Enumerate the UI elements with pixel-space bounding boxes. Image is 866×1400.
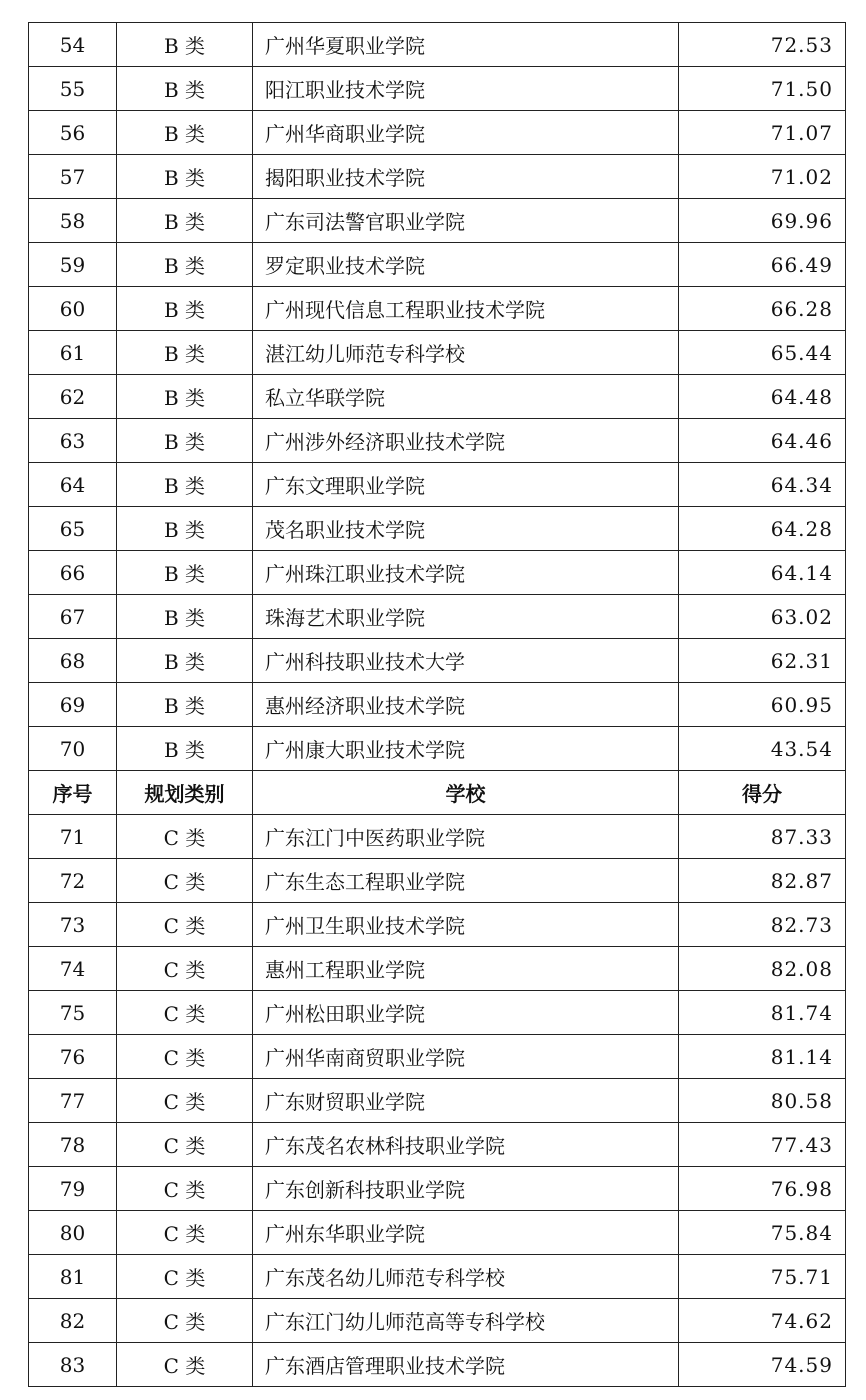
row-school: 湛江幼儿师范专科学校 [253, 331, 679, 375]
row-score: 71.50 [679, 67, 846, 111]
row-category: B 类 [117, 243, 253, 287]
row-category: C 类 [117, 947, 253, 991]
row-category: C 类 [117, 815, 253, 859]
row-category: B 类 [117, 727, 253, 771]
table-row [29, 463, 846, 507]
table-row [29, 991, 846, 1035]
row-number: 67 [29, 595, 117, 639]
row-category: C 类 [117, 1035, 253, 1079]
row-school: 广州东华职业学院 [253, 1211, 679, 1255]
row-number: 81 [29, 1255, 117, 1299]
row-school: 广东江门幼儿师范高等专科学校 [253, 1299, 679, 1343]
row-school: 私立华联学院 [253, 375, 679, 419]
row-number: 73 [29, 903, 117, 947]
table-row [29, 111, 846, 155]
row-score: 69.96 [679, 199, 846, 243]
row-number: 59 [29, 243, 117, 287]
table-row [29, 947, 846, 991]
row-school: 珠海艺术职业学院 [253, 595, 679, 639]
row-number: 74 [29, 947, 117, 991]
row-school: 广州华南商贸职业学院 [253, 1035, 679, 1079]
row-score: 64.14 [679, 551, 846, 595]
row-number: 54 [29, 23, 117, 67]
row-school: 广州华商职业学院 [253, 111, 679, 155]
row-score: 80.58 [679, 1079, 846, 1123]
table-row [29, 1123, 846, 1167]
row-category: C 类 [117, 1079, 253, 1123]
row-school: 广州康大职业技术学院 [253, 727, 679, 771]
table-row [29, 1343, 846, 1387]
row-category: C 类 [117, 991, 253, 1035]
row-category: C 类 [117, 859, 253, 903]
row-score: 72.53 [679, 23, 846, 67]
table-row [29, 375, 846, 419]
table-row [29, 683, 846, 727]
header-row [29, 771, 846, 815]
row-number: 82 [29, 1299, 117, 1343]
row-school: 广东司法警官职业学院 [253, 199, 679, 243]
row-category: C 类 [117, 1123, 253, 1167]
row-category: B 类 [117, 287, 253, 331]
row-school: 惠州经济职业技术学院 [253, 683, 679, 727]
row-category: B 类 [117, 375, 253, 419]
row-school: 广州松田职业学院 [253, 991, 679, 1035]
table-row [29, 859, 846, 903]
table-row [29, 419, 846, 463]
row-school: 阳江职业技术学院 [253, 67, 679, 111]
row-score: 74.59 [679, 1343, 846, 1387]
row-score: 65.44 [679, 331, 846, 375]
row-score: 76.98 [679, 1167, 846, 1211]
score-table [28, 22, 846, 1387]
row-category: B 类 [117, 67, 253, 111]
row-number: 58 [29, 199, 117, 243]
row-school: 广东文理职业学院 [253, 463, 679, 507]
row-school: 广州现代信息工程职业技术学院 [253, 287, 679, 331]
table-row [29, 1035, 846, 1079]
row-school: 惠州工程职业学院 [253, 947, 679, 991]
row-score: 60.95 [679, 683, 846, 727]
row-score: 43.54 [679, 727, 846, 771]
table-row [29, 199, 846, 243]
row-number: 65 [29, 507, 117, 551]
table-row [29, 67, 846, 111]
row-school: 广东茂名幼儿师范专科学校 [253, 1255, 679, 1299]
header-score: 得分 [679, 771, 846, 815]
table-row [29, 639, 846, 683]
row-category: B 类 [117, 507, 253, 551]
row-school: 广州卫生职业技术学院 [253, 903, 679, 947]
row-school: 广东江门中医药职业学院 [253, 815, 679, 859]
row-score: 77.43 [679, 1123, 846, 1167]
row-number: 68 [29, 639, 117, 683]
row-school: 广东生态工程职业学院 [253, 859, 679, 903]
row-school: 广州华夏职业学院 [253, 23, 679, 67]
table-row [29, 331, 846, 375]
row-number: 60 [29, 287, 117, 331]
row-number: 72 [29, 859, 117, 903]
table-row [29, 815, 846, 859]
table-row [29, 1299, 846, 1343]
row-school: 广州科技职业技术大学 [253, 639, 679, 683]
row-number: 78 [29, 1123, 117, 1167]
row-number: 61 [29, 331, 117, 375]
row-category: B 类 [117, 463, 253, 507]
header-no: 序号 [29, 771, 117, 815]
row-score: 64.34 [679, 463, 846, 507]
row-score: 66.49 [679, 243, 846, 287]
row-school: 广东财贸职业学院 [253, 1079, 679, 1123]
table-row [29, 1255, 846, 1299]
row-school: 广州涉外经济职业技术学院 [253, 419, 679, 463]
table-row [29, 1167, 846, 1211]
row-score: 63.02 [679, 595, 846, 639]
table-body-c [29, 815, 846, 1387]
row-number: 64 [29, 463, 117, 507]
table-row [29, 155, 846, 199]
row-school: 揭阳职业技术学院 [253, 155, 679, 199]
row-category: B 类 [117, 551, 253, 595]
row-category: C 类 [117, 1255, 253, 1299]
row-category: B 类 [117, 155, 253, 199]
row-number: 77 [29, 1079, 117, 1123]
row-category: B 类 [117, 199, 253, 243]
row-score: 71.02 [679, 155, 846, 199]
row-number: 63 [29, 419, 117, 463]
row-number: 66 [29, 551, 117, 595]
row-score: 75.71 [679, 1255, 846, 1299]
table-row [29, 1079, 846, 1123]
row-number: 76 [29, 1035, 117, 1079]
table-row [29, 287, 846, 331]
row-category: C 类 [117, 1343, 253, 1387]
row-school: 广东茂名农林科技职业学院 [253, 1123, 679, 1167]
row-category: C 类 [117, 1167, 253, 1211]
row-number: 83 [29, 1343, 117, 1387]
row-score: 66.28 [679, 287, 846, 331]
row-number: 62 [29, 375, 117, 419]
row-category: B 类 [117, 111, 253, 155]
row-category: C 类 [117, 903, 253, 947]
table-header-section [29, 771, 846, 815]
header-category: 规划类别 [117, 771, 253, 815]
row-category: C 类 [117, 1299, 253, 1343]
table-row [29, 903, 846, 947]
row-number: 75 [29, 991, 117, 1035]
row-school: 罗定职业技术学院 [253, 243, 679, 287]
row-score: 81.74 [679, 991, 846, 1035]
row-score: 81.14 [679, 1035, 846, 1079]
row-score: 62.31 [679, 639, 846, 683]
row-number: 56 [29, 111, 117, 155]
row-category: B 类 [117, 419, 253, 463]
row-number: 70 [29, 727, 117, 771]
table-row [29, 595, 846, 639]
table-row [29, 551, 846, 595]
row-score: 82.08 [679, 947, 846, 991]
row-score: 82.87 [679, 859, 846, 903]
row-category: B 类 [117, 23, 253, 67]
row-category: B 类 [117, 683, 253, 727]
row-category: B 类 [117, 639, 253, 683]
row-score: 82.73 [679, 903, 846, 947]
row-score: 74.62 [679, 1299, 846, 1343]
table-body-b [29, 23, 846, 771]
row-category: B 类 [117, 331, 253, 375]
row-score: 75.84 [679, 1211, 846, 1255]
row-number: 57 [29, 155, 117, 199]
row-category: C 类 [117, 1211, 253, 1255]
table-row [29, 23, 846, 67]
row-number: 79 [29, 1167, 117, 1211]
row-school: 广东酒店管理职业技术学院 [253, 1343, 679, 1387]
row-number: 80 [29, 1211, 117, 1255]
header-school: 学校 [253, 771, 679, 815]
row-school: 茂名职业技术学院 [253, 507, 679, 551]
table-row [29, 243, 846, 287]
table-row [29, 727, 846, 771]
row-score: 87.33 [679, 815, 846, 859]
row-number: 55 [29, 67, 117, 111]
row-category: B 类 [117, 595, 253, 639]
table-row [29, 1211, 846, 1255]
row-score: 64.46 [679, 419, 846, 463]
row-score: 64.28 [679, 507, 846, 551]
row-number: 69 [29, 683, 117, 727]
row-score: 71.07 [679, 111, 846, 155]
table-row [29, 507, 846, 551]
row-school: 广东创新科技职业学院 [253, 1167, 679, 1211]
row-school: 广州珠江职业技术学院 [253, 551, 679, 595]
row-score: 64.48 [679, 375, 846, 419]
row-number: 71 [29, 815, 117, 859]
